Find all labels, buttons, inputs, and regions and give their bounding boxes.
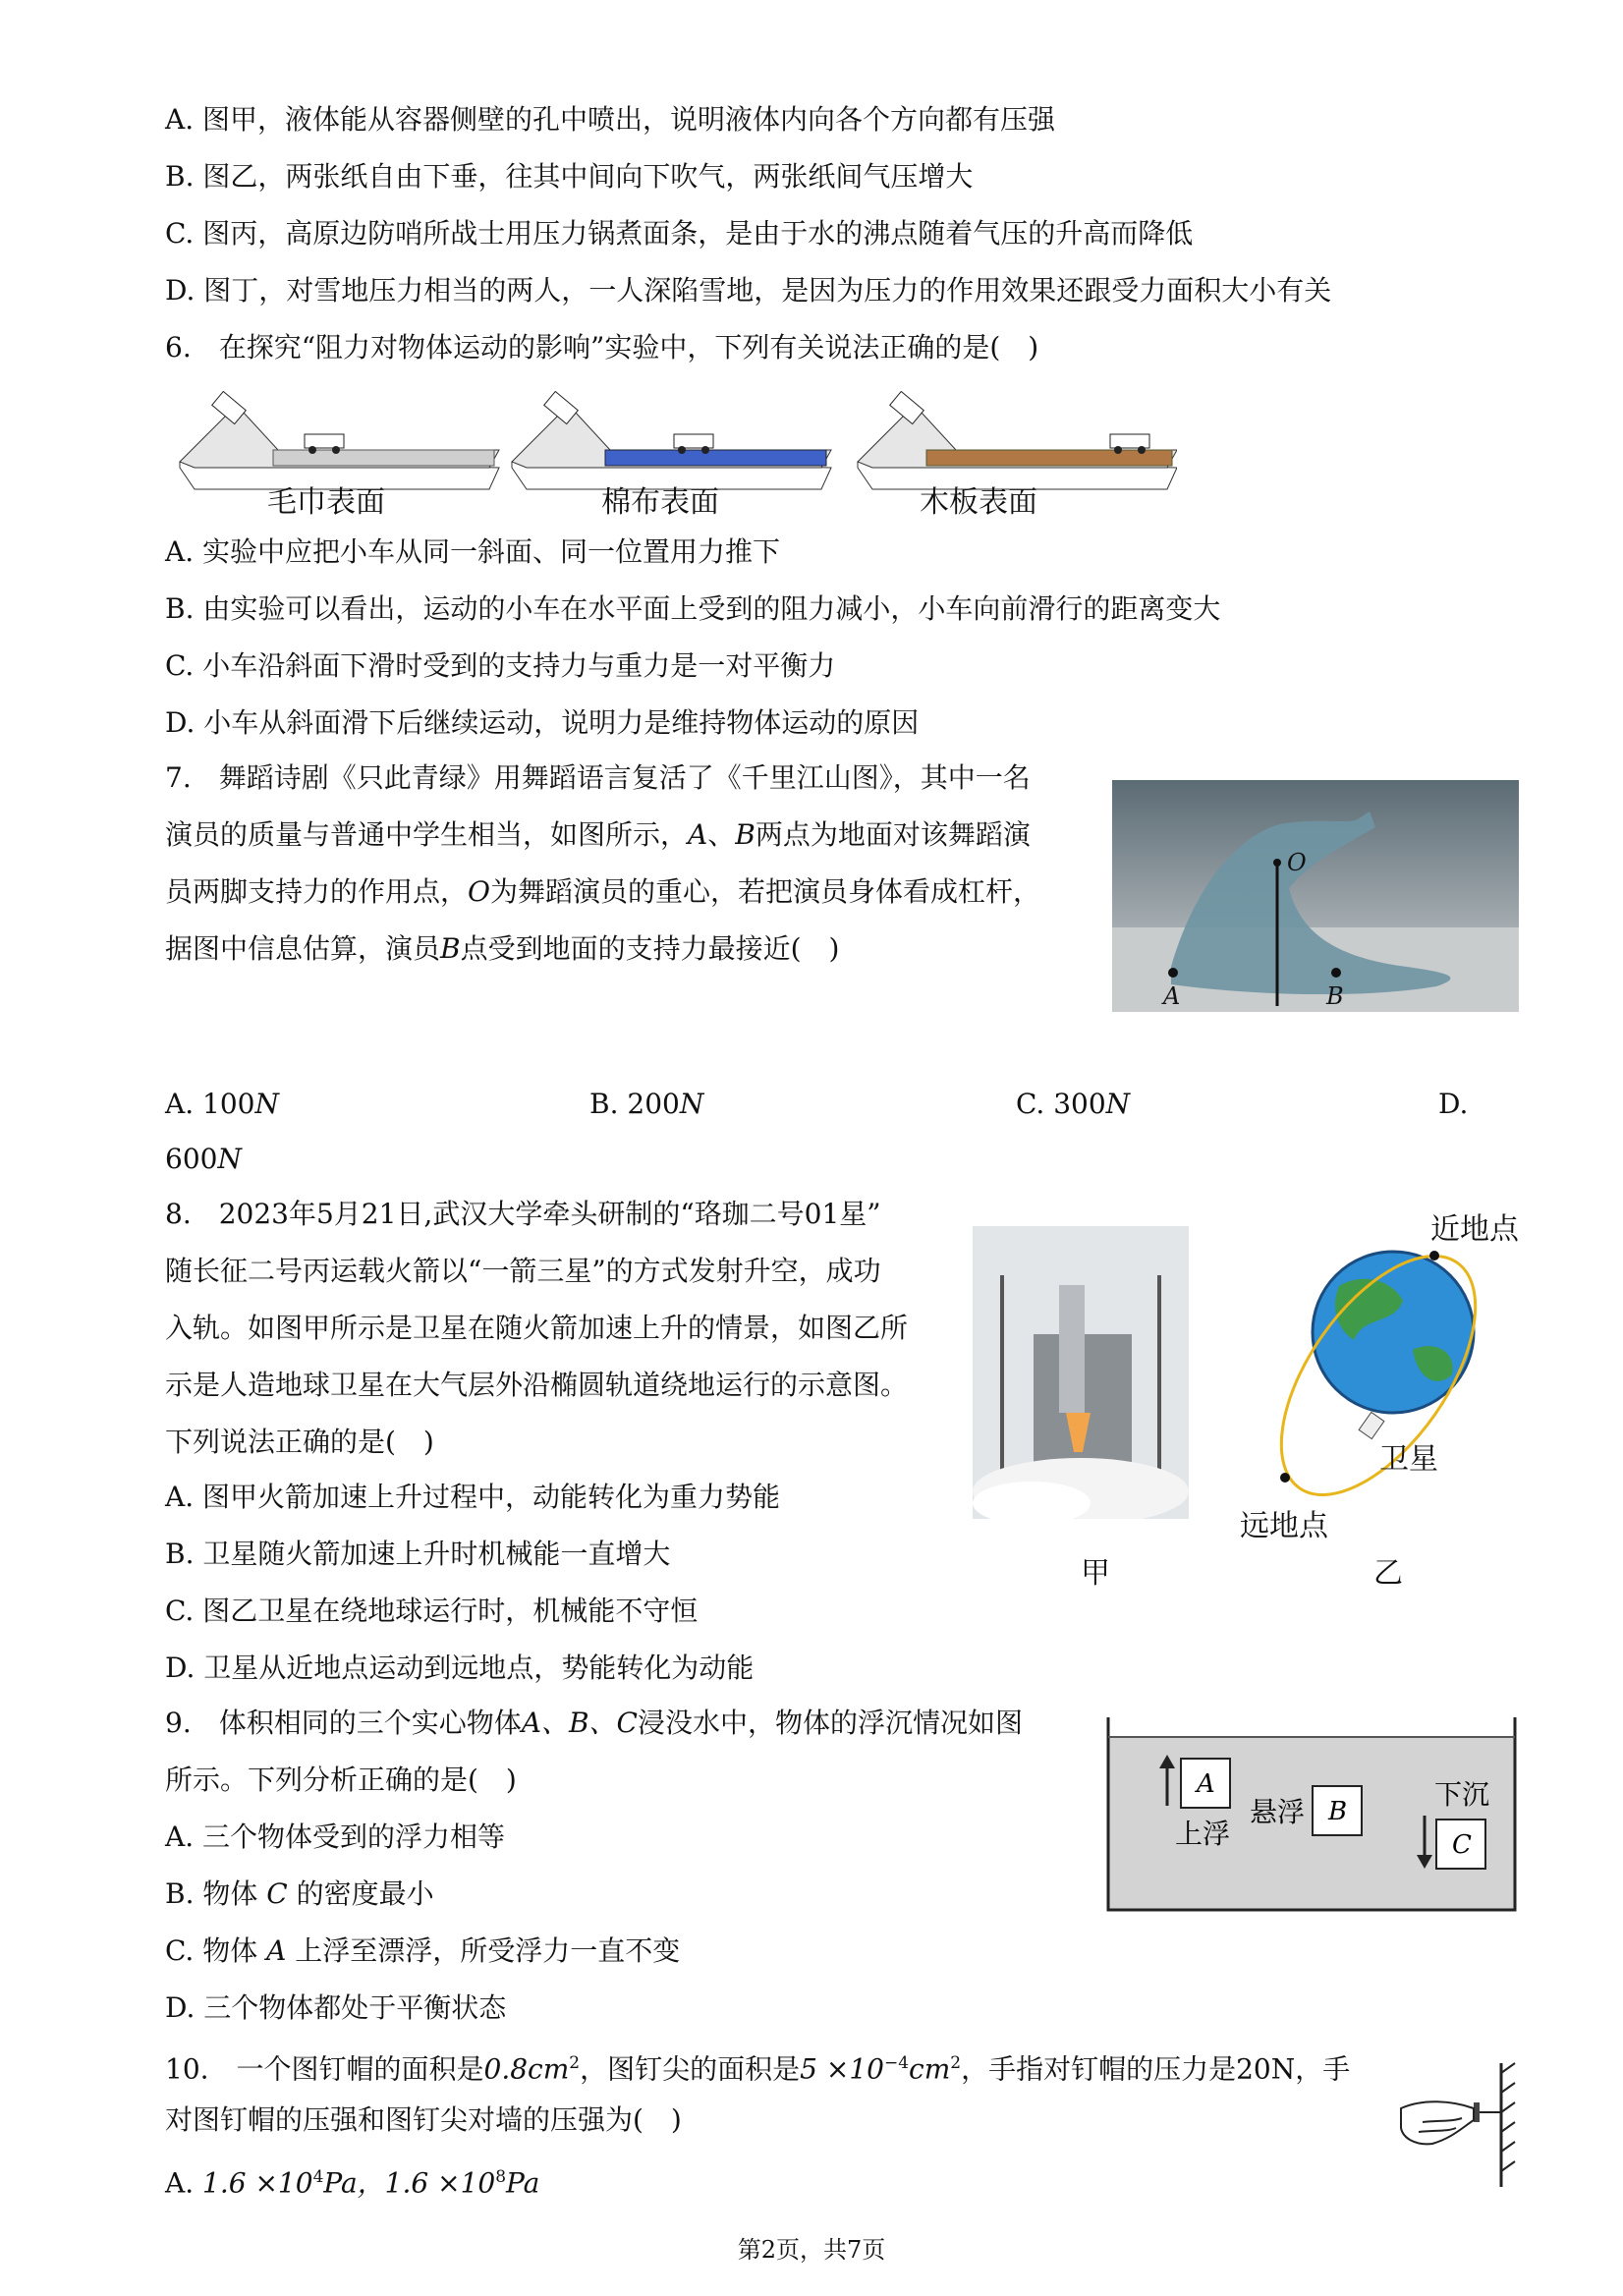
- q5-option-d: D. 图丁，对雪地压力相当的两人，一人深陷雪地，是因为压力的作用效果还跟受力面积大小有关: [165, 274, 1332, 307]
- q5-option-b: B. 图乙，两张纸自由下垂，往其中间向下吹气，两张纸间气压增大: [165, 160, 974, 193]
- q9-option-b: B. 物体 C 的密度最小: [165, 1877, 434, 1910]
- q8-option-c: C. 图乙卫星在绕地球运行时，机械能不守恒: [165, 1595, 699, 1627]
- label-towel: 毛巾表面: [267, 485, 385, 520]
- q6-stem: 6. 在探究“阻力对物体运动的影响”实验中，下列有关说法正确的是( ): [165, 331, 1039, 364]
- q8-option-b: B. 卫星随火箭加速上升时机械能一直增大: [165, 1538, 671, 1570]
- q7-line2: 演员的质量与普通中学生相当，如图所示，A、B两点为地面对该舞蹈演: [165, 818, 1031, 851]
- q9-option-d: D. 三个物体都处于平衡状态: [165, 1991, 507, 2024]
- point-a: [1168, 968, 1178, 978]
- q6-option-a: A. 实验中应把小车从同一斜面、同一位置用力推下: [165, 535, 781, 568]
- label-o: O: [1287, 849, 1307, 876]
- q7-line3: 员两脚支持力的作用点，O为舞蹈演员的重心，若把演员身体看成杠杆，: [165, 875, 1040, 908]
- dancer-figure: [1112, 780, 1519, 1012]
- q7-option-c: C. 300N: [1016, 1088, 1131, 1120]
- q5-option-c: C. 图丙，高原边防哨所战士用压力锅煮面条，是由于水的沸点随着气压的升高而降低: [165, 217, 1194, 250]
- q10-line1: 10. 一个图钉帽的面积是$0.8cm^2$，图钉尖的面积是$5 \times 10^{-4}cm^2$，手指对钉帽的压力是20N，手: [165, 2052, 1351, 2086]
- q9-line2: 所示。下列分析正确的是( ): [165, 1764, 517, 1796]
- q8-line4: 示是人造地球卫星在大气层外沿椭圆轨道绕地运行的示意图。: [165, 1369, 909, 1401]
- center-of-gravity-point: [1273, 859, 1281, 867]
- svg-text:下沉: 下沉: [1434, 1778, 1490, 1811]
- q8-line5: 下列说法正确的是( ): [165, 1426, 434, 1458]
- svg-text:B: B: [1328, 1797, 1348, 1826]
- label-yi: 乙: [1373, 1556, 1403, 1591]
- q10-line2: 对图钉帽的压强和图钉尖对墙的压强为( ): [165, 2103, 682, 2136]
- rocket-launch-figure: [973, 1226, 1189, 1519]
- q8-line3: 入轨。如图甲所示是卫星在随火箭加速上升的情景，如图乙所: [165, 1312, 909, 1344]
- label-jia: 甲: [1081, 1556, 1110, 1591]
- q5-option-a: A. 图甲，液体能从容器侧壁的孔中喷出，说明液体内向各个方向都有压强: [165, 103, 1056, 136]
- label-perigee: 近地点: [1430, 1212, 1519, 1247]
- q8-line1: 8. 2023年5月21日,武汉大学牵头研制的“珞珈二号01星”: [165, 1198, 881, 1230]
- q7-option-d-value: 600N: [165, 1143, 242, 1175]
- thumbtack-figure: [1393, 2059, 1521, 2191]
- q7-line4: 据图中信息估算，演员B点受到地面的支持力最接近( ): [165, 932, 840, 965]
- svg-text:上浮: 上浮: [1175, 1818, 1231, 1850]
- svg-text:C: C: [1452, 1830, 1472, 1860]
- buoyancy-figure: [1104, 1717, 1521, 1914]
- perigee-point: [1429, 1251, 1439, 1260]
- point-b: [1331, 968, 1341, 978]
- q7-option-d: D.: [1438, 1088, 1469, 1120]
- q9-option-c: C. 物体 A 上浮至漂浮，所受浮力一直不变: [165, 1934, 681, 1967]
- label-wood: 木板表面: [920, 485, 1037, 520]
- q8-option-a: A. 图甲火箭加速上升过程中，动能转化为重力势能: [165, 1481, 781, 1513]
- page-footer: 第2页，共7页: [737, 2236, 886, 2264]
- q9-option-a: A. 三个物体受到的浮力相等: [165, 1820, 506, 1853]
- surface-wood: [858, 391, 1177, 489]
- label-a: A: [1163, 982, 1181, 1010]
- apogee-point: [1280, 1473, 1290, 1483]
- label-cotton: 棉布表面: [601, 485, 719, 520]
- q8-option-d: D. 卫星从近地点运动到远地点，势能转化为动能: [165, 1652, 755, 1684]
- surface-towel: [180, 391, 499, 489]
- q7-line1: 7. 舞蹈诗剧《只此青绿》用舞蹈语言复活了《千里江山图》，其中一名: [165, 761, 1031, 794]
- q6-option-d: D. 小车从斜面滑下后继续运动，说明力是维持物体运动的原因: [165, 706, 920, 739]
- q8-line2: 随长征二号丙运载火箭以“一箭三星”的方式发射升空，成功: [165, 1255, 881, 1287]
- q7-option-a: A. 100N: [165, 1088, 279, 1120]
- svg-text:悬浮: 悬浮: [1250, 1796, 1306, 1828]
- q9-line1: 9. 体积相同的三个实心物体A、B、C浸没水中，物体的浮沉情况如图: [165, 1707, 1023, 1739]
- label-apogee: 远地点: [1240, 1509, 1328, 1543]
- hand-icon: [1401, 2101, 1474, 2144]
- q6-option-c: C. 小车沿斜面下滑时受到的支持力与重力是一对平衡力: [165, 649, 836, 682]
- surface-cotton: [512, 391, 831, 489]
- label-b: B: [1326, 982, 1344, 1010]
- q6-option-b: B. 由实验可以看出，运动的小车在水平面上受到的阻力减小，小车向前滑行的距离变大: [165, 592, 1221, 625]
- label-satellite: 卫星: [1379, 1442, 1438, 1477]
- svg-text:A: A: [1197, 1769, 1215, 1799]
- q7-option-b: B. 200N: [589, 1088, 704, 1120]
- q10-option-a: A. $1.6 \times 10^4Pa$，$1.6 \times 10^8Pa$: [165, 2166, 540, 2200]
